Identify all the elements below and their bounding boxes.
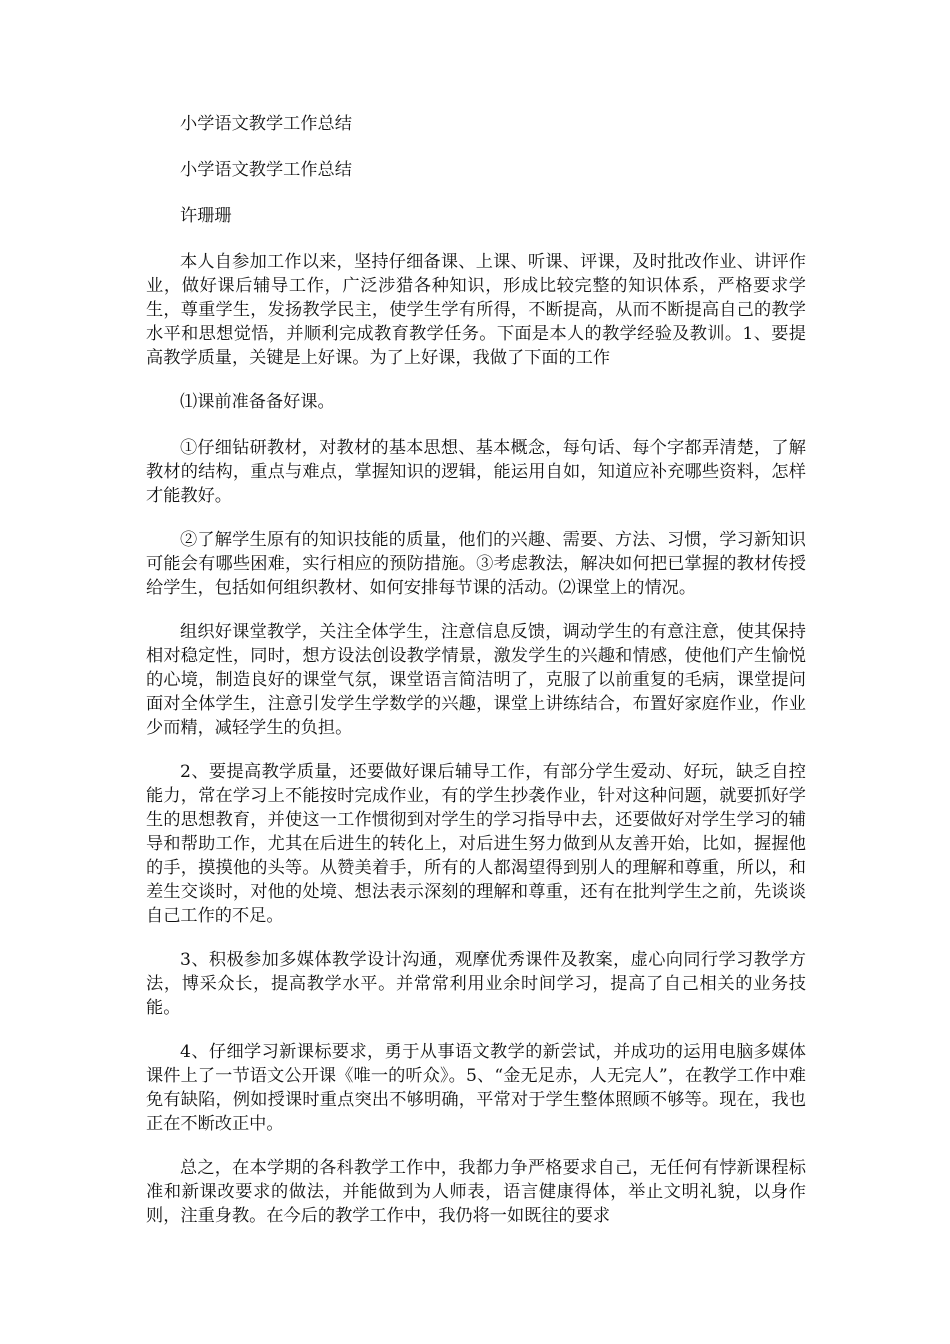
paragraph-know-students: ②了解学生原有的知识技能的质量，他们的兴趣、需要、方法、习惯，学习新知识可能会有哪些困难，实行相应的预防措施。③考虑教法，解决如何把已掌握的教材传授给学生，包括如何组织教材、如何安排每节课的活动。⑵课堂上的情况。: [146, 530, 806, 598]
paragraph-study-materials: ①仔细钻研教材，对教材的基本思想、基本概念，每句话、每个字都弄清楚，了解教材的结构，重点与难点，掌握知识的逻辑，能运用自如，知道应补充哪些资料，怎样才能教好。: [146, 438, 806, 506]
paragraph-classroom: 组织好课堂教学，关注全体学生，注意信息反馈，调动学生的有意注意，使其保持相对稳定性，同时，想方设法创设教学情景，激发学生的兴趣和情感，使他们产生愉悦的心境，制造良好的课堂气氛，课堂语言简洁明了，克服了以前重复的毛病，课堂提问面对全体学生，注意引发学生学数学的兴趣，课堂上讲练结合，布置好家庭作业，作业少而精，减轻学生的负担。: [146, 622, 806, 738]
paragraph-prep-heading: ⑴课前准备备好课。: [180, 392, 335, 412]
document-author: 许珊珊: [180, 206, 232, 226]
document-body: [146, 112, 806, 1248]
document-title: 小学语文教学工作总结: [180, 114, 352, 134]
paragraph-intro: 本人自参加工作以来，坚持仔细备课、上课、听课、评课，及时批改作业、讲评作业，做好课后辅导工作，广泛涉猎各种知识，形成比较完整的知识体系，严格要求学生，尊重学生，发扬教学民主，使学生学有所得，不断提高，从而不断提高自己的教学水平和思想觉悟，并顺利完成教育教学任务。下面是本人的教学经验及教训。1、要提高教学质量，关键是上好课。为了上好课，我做了下面的工作: [146, 252, 806, 368]
paragraph-multimedia: 3、积极参加多媒体教学设计沟通，观摩优秀课件及教案，虚心向同行学习教学方法，博采众长，提高教学水平。并常常利用业余时间学习，提高了自己相关的业务技能。: [146, 950, 806, 1018]
paragraph-summary: 总之，在本学期的各科教学工作中，我都力争严格要求自己，无任何有悖新课程标准和新课改要求的做法，并能做到为人师表，语言健康得体，举止文明礼貌，以身作则，注重身教。在今后的教学工作中，我仍将一如既往的要求: [146, 1158, 806, 1226]
document-subtitle: 小学语文教学工作总结: [180, 160, 352, 180]
paragraph-new-curriculum: 4、仔细学习新课标要求，勇于从事语文教学的新尝试，并成功的运用电脑多媒体课件上了一节语文公开课《唯一的听众》。5、“金无足赤，人无完人”，在教学工作中难免有缺陷，例如授课时重点突出不够明确，平常对于学生整体照顾不够等。现在，我也正在不断改正中。: [146, 1042, 806, 1134]
paragraph-tutoring: 2、要提高教学质量，还要做好课后辅导工作，有部分学生爱动、好玩，缺乏自控能力，常在学习上不能按时完成作业，有的学生抄袭作业，针对这种问题，就要抓好学生的思想教育，并使这一工作惯彻到对学生的学习指导中去，还要做好对学生学习的辅导和帮助工作，尤其在后进生的转化上，对后进生努力做到从友善开始，比如，握握他的手，摸摸他的头等。从赞美着手，所有的人都渴望得到别人的理解和尊重，所以，和差生交谈时，对他的处境、想法表示深刻的理解和尊重，还有在批判学生之前，先谈谈自己工作的不足。: [146, 762, 806, 926]
